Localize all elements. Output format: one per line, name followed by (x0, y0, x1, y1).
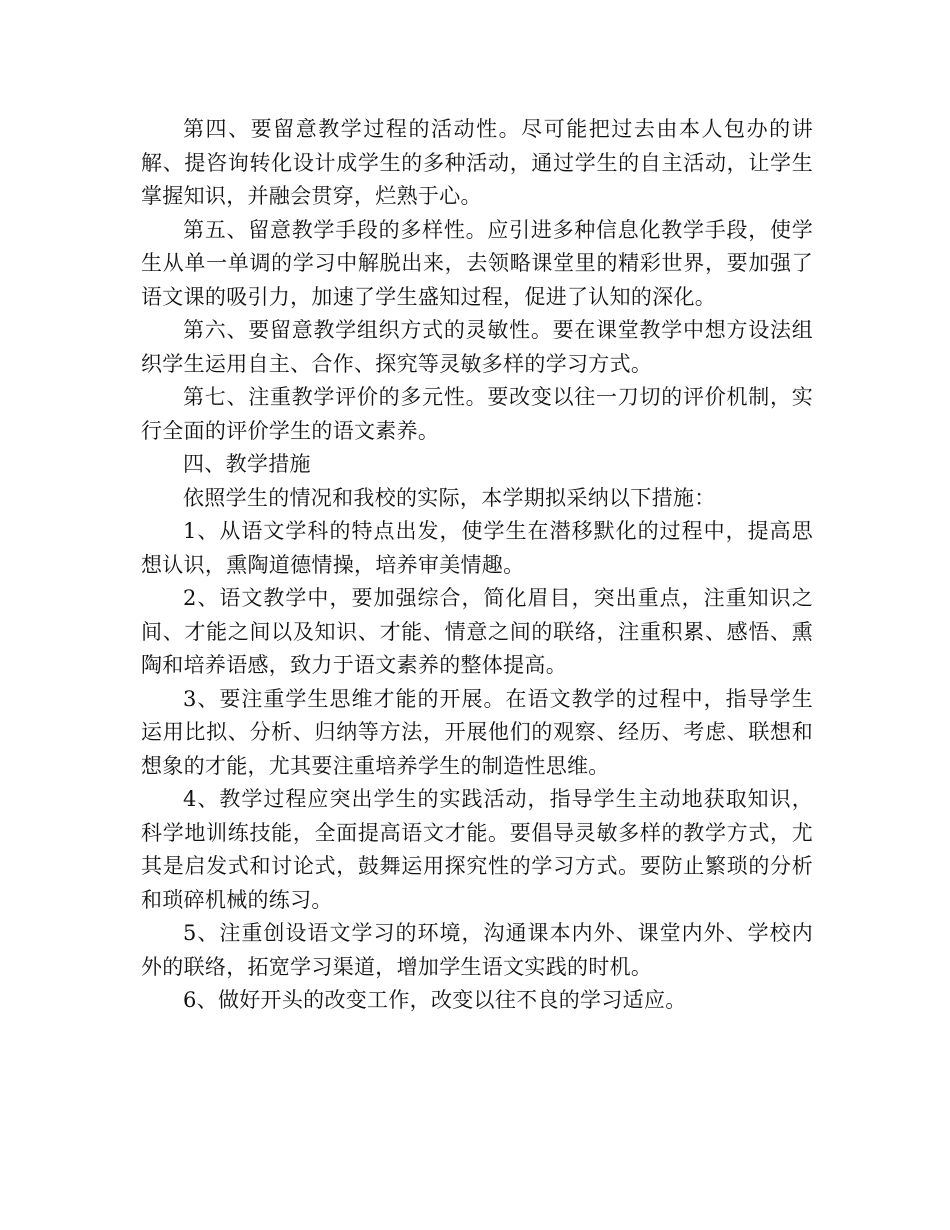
section-heading-measures: 四、教学措施 (183, 452, 311, 476)
paragraph-measure-2: 2、语文教学中，要加强综合，简化眉目，突出重点，注重知识之间、才能之间以及知识、才能、情意之间的联络，注重积累、感悟、熏陶和培养语感，致力于语文素养的整体提高。 (141, 586, 813, 677)
paragraph-measure-4: 4、教学过程应突出学生的实践活动，指导学生主动地获取知识，科学地训练技能，全面提高语文才能。要倡导灵敏多样的教学方式，尤其是启发式和讨论式，鼓舞运用探究性的学习方式。要防止繁琐的分析和琐碎机械的练习。 (141, 787, 813, 912)
paragraph-principle-5: 第五、留意教学手段的多样性。应引进多种信息化教学手段，使学生从单一单调的学习中解脱出来，去领略课堂里的精彩世界，要加强了语文课的吸引力，加速了学生盛知过程，促进了认知的深化。 (141, 217, 813, 309)
document-body (141, 113, 813, 1018)
paragraph-measure-5: 5、注重创设语文学习的环境，沟通课本内外、课堂内外、学校内外的联络，拓宽学习渠道，增加学生语文实践的时机。 (141, 921, 813, 979)
paragraph-principle-7: 第七、注重教学评价的多元性。要改变以往一刀切的评价机制，实行全面的评价学生的语文素养。 (141, 385, 813, 443)
paragraph-measure-3: 3、要注重学生思维才能的开展。在语文教学的过程中，指导学生运用比拟、分析、归纳等方法，开展他们的观察、经历、考虑、联想和想象的才能，尤其要注重培养学生的制造性思维。 (141, 686, 813, 778)
paragraph-measures-intro: 依照学生的情况和我校的实际，本学期拟采纳以下措施： (183, 485, 716, 510)
paragraph-principle-4: 第四、要留意教学过程的活动性。尽可能把过去由本人包办的讲解、提咨询转化设计成学生的多种活动，通过学生的自主活动，让学生掌握知识，并融会贯穿，烂熟于心。 (141, 117, 813, 208)
paragraph-measure-1: 1、从语文学科的特点出发，使学生在潜移默化的过程中，提高思想认识，熏陶道德情操，培养审美情趣。 (141, 519, 813, 577)
paragraph-principle-6: 第六、要留意教学组织方式的灵敏性。要在课堂教学中想方设法组织学生运用自主、合作、探究等灵敏多样的学习方式。 (141, 318, 813, 376)
paragraph-measure-6: 6、做好开头的改变工作，改变以往不良的学习适应。 (183, 988, 687, 1012)
